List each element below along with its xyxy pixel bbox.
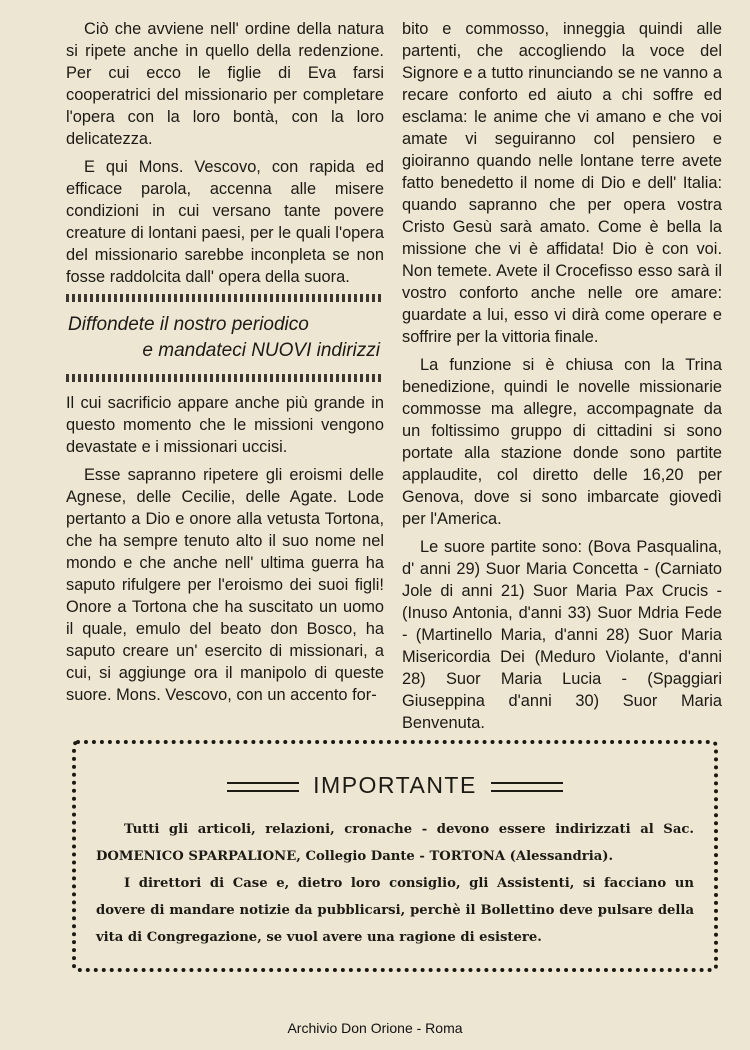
paragraph: E qui Mons. Vescovo, con rapida ed efficace parola, accenna alle misere condizioni in cui versano tante povere creature di lontani paesi, per le quali l'opera del missionario sarebbe inconpleta se non fosse raddolcita dall' opera della suora.	[66, 158, 384, 286]
promo-callout	[66, 302, 384, 370]
paragraph: Ciò che avviene nell' ordine della natura si ripete anche in quello della redenzione. Per cui ecco le figlie di Eva farsi cooperatrici del missionario per completare l'opera con la loro bontà, con la loro delicatezza.	[66, 20, 384, 148]
left-column	[66, 18, 384, 712]
paragraph: bito e commosso, inneggia quindi alle partenti, che accogliendo la voce del Signore e a tutto rinunciando se ne vanno a recare conforto ed aiuto a chi soffre ed esclama: le anime che vi amano e che voi amate vi seguiranno col pensiero e gioiranno quando nelle lontane terre avete fatto benedetto il nome di Dio e dell' Italia: quando sapranno che per opera vostra Cristo Gesù sarà amato. Come è bella la missione che vi è affidata! Dio è con voi. Non temete. Avete il Crocefisso esso sarà il vostro conforto anche nelle ore amare: guardate a lui, esso vi dirà come operare e soffrire per la vittoria finale.	[402, 20, 722, 346]
notice-box	[72, 740, 718, 972]
paragraph: Esse sapranno ripetere gli eroismi delle Agnese, delle Cecilie, delle Agate. Lode pertanto a Dio e onore alla vetusta Tortona, che ha sempre tenuto alto il suo nome nel mondo e che anche nell' ultima guerra ha saputo rifulgere per l'eroismo dei suoi figli! Onore a Tortona che ha suscitato un uomo il quale, emulo del beato don Bosco, ha saputo creare un' esercito di missionari, a cui, si aggiunge ora il manipolo di queste suore. Mons. Vescovo, con un accento for-	[66, 466, 384, 704]
notice-title	[76, 772, 714, 799]
title-rule	[491, 782, 563, 792]
right-column	[402, 18, 722, 740]
paragraph: Le suore partite sono: (Bova Pasqualina, d' anni 29) Suor Maria Concetta - (Carniato Jole di anni 21) Suor Maria Pax Crucis - (Inuso Antonia, d'anni 33) Suor Mdria Fede - (Martinello Maria, d'anni 28) Suor Maria Misericordia Dei (Meduro Violante, d'anni 28) Suor Maria Lucia - (Spaggiari Giuseppina d'anni 30) Suor Maria Benvenuta.	[402, 538, 722, 732]
archive-footer: Archivio Don Orione - Roma	[287, 1020, 463, 1036]
wavy-divider	[66, 374, 384, 382]
wavy-divider	[66, 294, 384, 302]
notice-title-text: IMPORTANTE	[313, 772, 477, 798]
paragraph: La funzione si è chiusa con la Trina benedizione, quindi le novelle missionarie commosse ma allegre, accompagnate da un foltissimo gruppo di cittadini si sono portate alla stazione donde sono partite applaudite, col diretto delle 16,20 per Genova, dove si sono imbarcate giovedì per l'America.	[402, 356, 722, 528]
promo-line: Diffondete il nostro periodico	[68, 314, 309, 335]
title-rule	[227, 782, 299, 792]
notice-paragraph: Tutti gli articoli, relazioni, cronache - devono essere indirizzati al Sac. DOMENICO SPARPALIONE, Collegio Dante - TORTONA (Alessandria).	[96, 822, 694, 864]
notice-body	[96, 816, 694, 951]
notice-paragraph: I direttori di Case e, dietro loro consiglio, gli Assistenti, si facciano un dovere di mandare notizie da pubblicarsi, perchè il Bollettino deve pulsare della vita di Congregazione, se vuol avere una ragione di esistere.	[96, 876, 694, 945]
paragraph: Il cui sacrificio appare anche più grande in questo momento che le missioni vengono devastate e i missionari uccisi.	[66, 394, 384, 456]
promo-line: e mandateci NUOVI indirizzi	[142, 340, 380, 361]
